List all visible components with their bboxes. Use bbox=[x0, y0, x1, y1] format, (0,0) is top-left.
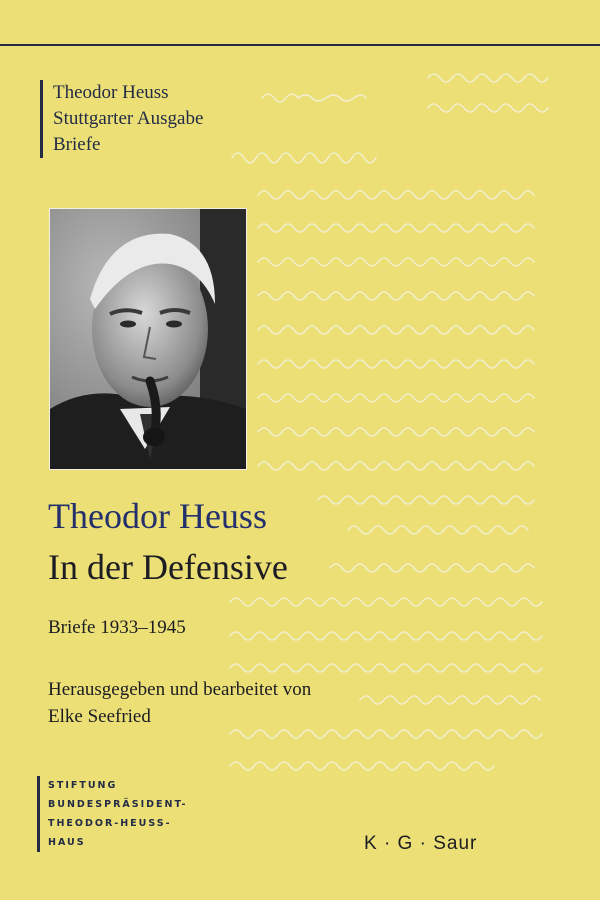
top-rule bbox=[0, 44, 600, 46]
editor-block bbox=[48, 676, 311, 730]
editor-line-2: Elke Seefried bbox=[48, 706, 151, 727]
editor-line-1: Herausgegeben und bearbeitet von bbox=[48, 679, 312, 700]
book-subtitle: Briefe 1933–1945 bbox=[48, 617, 186, 638]
book-author: Theodor Heuss bbox=[48, 496, 267, 536]
portrait-image bbox=[50, 209, 246, 469]
foundation-line-4: HAUS bbox=[48, 837, 86, 848]
series-line-1: Theodor Heuss bbox=[53, 82, 169, 103]
foundation-line-1: STIFTUNG bbox=[48, 780, 118, 791]
series-line-3: Briefe bbox=[53, 134, 101, 155]
author-portrait bbox=[49, 208, 247, 470]
foundation-logo bbox=[37, 776, 187, 852]
publisher-logo: K · G · Saur bbox=[364, 833, 478, 854]
foundation-line-2: BUNDESPRÄSIDENT- bbox=[48, 799, 188, 810]
foundation-line-3: THEODOR-HEUSS- bbox=[48, 818, 172, 829]
series-line-2: Stuttgarter Ausgabe bbox=[53, 108, 204, 129]
book-title: In der Defensive bbox=[48, 547, 288, 587]
series-block bbox=[40, 80, 203, 158]
